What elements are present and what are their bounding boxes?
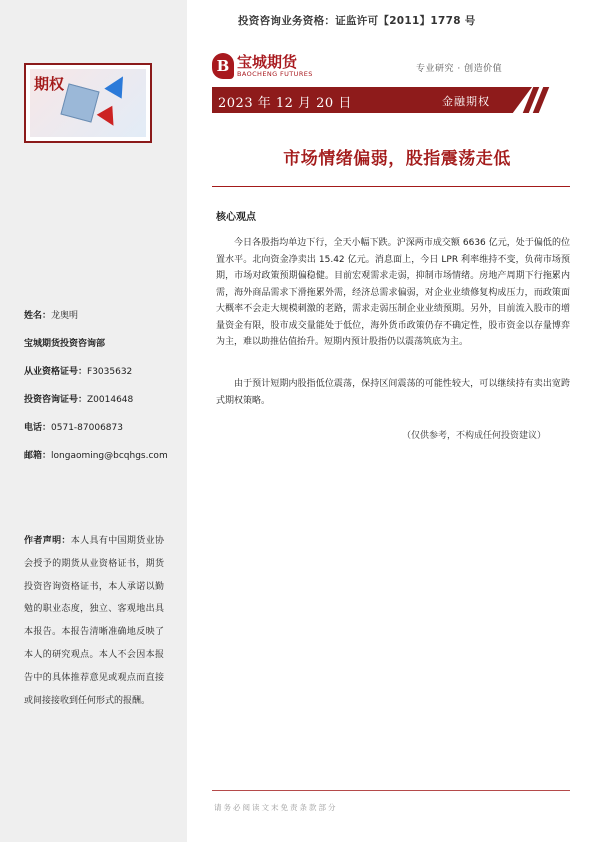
slogan: 专业研究 · 创造价值: [416, 64, 503, 74]
phone: [24, 420, 123, 433]
email-label: 邮箱：: [24, 451, 52, 461]
brand-name-en: BAOCHENG FUTURES: [237, 70, 313, 78]
advisory-number: [24, 392, 133, 405]
footer-notice: 请务必阅读文末免责条款部分: [214, 803, 338, 812]
advisory-value: Z0014648: [87, 395, 134, 405]
cube-icon: [60, 83, 99, 122]
report-category: 金融期权: [442, 95, 490, 108]
investment-disclaimer: （仅供参考，不构成任何投资建议）: [402, 431, 547, 441]
email: [24, 448, 168, 461]
section-heading: 核心观点: [216, 212, 256, 223]
license-label: 从业资格证号：: [24, 367, 88, 377]
brand-logo: [212, 51, 322, 83]
footer-divider: [212, 790, 570, 791]
paragraph-market-review: 今日各股指均单边下行，全天小幅下跌。沪深两市成交额 6636 亿元，处于偏低的位置水平。北向资金净卖出 15.42 亿元。消息面上，今日 LPR 利率维持不变，负荷市场预期，市场对政策预期偏稳健。目前宏观需求走弱，抑制市场情绪。房地产周期下行拖累内需，海外商品需求下滑拖累外需，经济总需求偏弱，对企业业绩修复构成压力，而政策面大概率不会走大规模刺激的老路，需求走弱压制企业业绩预期。另外，目前流入股市的增量资金有限，股市成交量能处于低位，海外货币政策仍存不确定性，股市资金以存量博弈为主，难以助推估值抬升。短期内预计股指仍以震荡筑底为主。: [216, 238, 570, 347]
author-name-label: 姓名：: [24, 311, 52, 321]
arrow-down-icon: [97, 106, 122, 131]
author-statement-text: 本人具有中国期货业协会授予的期货从业资格证书，期货投资咨询资格证书，本人承诺以勤勉的职业态度，独立、客观地出具本报告。本报告清晰准确地反映了本人的研究观点。本人不会因本报告中的具体推荐意见或观点而直接或间接接收到任何形式的报酬。: [24, 536, 164, 706]
options-logo-graphic: [30, 69, 146, 137]
phone-label: 电话：: [24, 423, 52, 433]
report-date: 2023 年 12 月 20 日: [218, 96, 352, 111]
qualification-text: 投资咨询业务资格：证监许可【2011】1778 号: [238, 15, 476, 27]
author-name: [24, 308, 78, 321]
options-logo-image: [24, 63, 152, 143]
options-logo-label: 期权: [34, 75, 65, 93]
department: 宝城期货投资咨询部: [24, 339, 106, 349]
arrow-up-icon: [104, 71, 131, 98]
email-value[interactable]: longaoming@bcqhgs.com: [51, 451, 168, 461]
author-statement: [24, 530, 164, 712]
paragraph-strategy: 由于预计短期内股指低位震荡，保持区间震荡的可能性较大，可以继续持有卖出宽跨式期权策略。: [216, 379, 570, 406]
author-name-value: 龙奥明: [51, 311, 79, 321]
title-divider: [212, 186, 570, 187]
license-value: F3035632: [87, 367, 133, 377]
phone-value: 0571-87006873: [51, 423, 123, 433]
brand-name-cn: 宝城期货: [237, 53, 298, 71]
report-title: 市场情绪偏弱，股指震荡走低: [283, 149, 511, 169]
advisory-label: 投资咨询证号：: [24, 395, 88, 405]
license-number: [24, 364, 132, 377]
author-statement-label: 作者声明：: [24, 536, 71, 546]
brand-mark-icon: B: [212, 53, 234, 79]
